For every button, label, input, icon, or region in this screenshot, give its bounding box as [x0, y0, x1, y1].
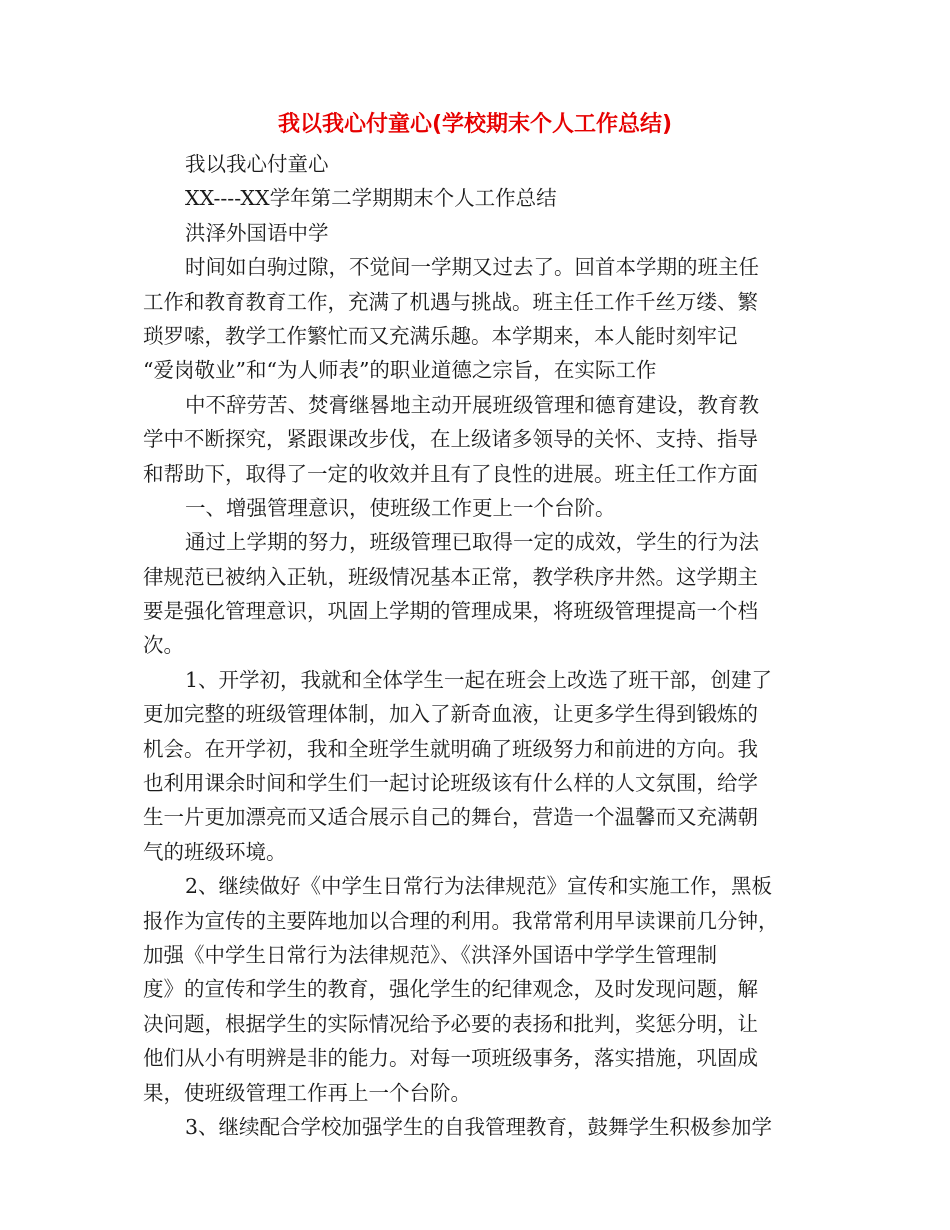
text-line: 机会。在开学初，我和全班学生就明确了班级努力和前进的方向。我: [143, 736, 758, 761]
text-line: 时间如白驹过隙，不觉间一学期又过去了。回首本学期的班主任: [185, 255, 759, 280]
text-line: 和帮助下，取得了一定的收效并且有了良性的进展。班主任工作方面: [143, 461, 758, 486]
text-line: 度》的宣传和学生的教育，强化学生的纪律观念，及时发现问题，解: [143, 977, 758, 1002]
text-line: 1、开学初，我就和全体学生一起在班会上改选了班干部，创建了: [185, 667, 773, 692]
text-line: “爱岗敬业”和“为人师表”的职业道德之宗旨，在实际工作: [143, 358, 657, 383]
text-line: 果，使班级管理工作再上一个台阶。: [143, 1080, 471, 1105]
text-line: 通过上学期的努力，班级管理已取得一定的成效，学生的行为法: [185, 530, 759, 555]
text-line: 中不辞劳苦、焚膏继晷地主动开展班级管理和德育建设，教育教: [185, 392, 759, 417]
text-line: 工作和教育教育工作，充满了机遇与挑战。班主任工作千丝万缕、繁: [143, 289, 758, 314]
text-line: 洪泽外国语中学: [185, 220, 329, 245]
text-line: 生一片更加漂亮而又适合展示自己的舞台，营造一个温馨而又充满朝: [143, 805, 758, 830]
text-line: 气的班级环境。: [143, 839, 287, 864]
text-line: 更加完整的班级管理体制，加入了新奇血液，让更多学生得到锻炼的: [143, 702, 758, 727]
text-line: 3、继续配合学校加强学生的自我管理教育，鼓舞学生积极参加学: [185, 1114, 773, 1139]
text-line: 2、继续做好《中学生日常行为法律规范》宣传和实施工作，黑板: [185, 874, 773, 899]
text-line: 要是强化管理意识，巩固上学期的管理成果，将班级管理提高一个档: [143, 599, 758, 624]
text-line: 他们从小有明辨是非的能力。对每一项班级事务，落实措施，巩固成: [143, 1046, 758, 1071]
text-line: 一、增强管理意识，使班级工作更上一个台阶。: [185, 495, 616, 520]
text-line: 加强《中学生日常行为法律规范》、《洪泽外国语中学学生管理制: [143, 942, 717, 967]
text-line: 也利用课余时间和学生们一起讨论班级该有什么样的人文氛围，给学: [143, 771, 758, 796]
text-line: XX----XX学年第二学期期末个人工作总结: [185, 186, 557, 211]
text-line: 次。: [143, 633, 184, 658]
text-line: 报作为宣传的主要阵地加以合理的利用。我常常利用早读课前几分钟，: [143, 908, 779, 933]
text-line: 决问题，根据学生的实际情况给予必要的表扬和批判，奖惩分明，让: [143, 1011, 758, 1036]
text-line: 学中不断探究，紧跟课改步伐，在上级诸多领导的关怀、支持、指导: [143, 427, 758, 452]
text-line: 律规范已被纳入正轨，班级情况基本正常，教学秩序井然。这学期主: [143, 564, 758, 589]
text-line: 琐罗嗦，教学工作繁忙而又充满乐趣。本学期来，本人能时刻牢记: [143, 323, 738, 348]
document-title: 我以我心付童心(学校期末个人工作总结): [277, 112, 673, 137]
document-body: [143, 147, 808, 1144]
text-line: 我以我心付童心: [185, 152, 329, 176]
